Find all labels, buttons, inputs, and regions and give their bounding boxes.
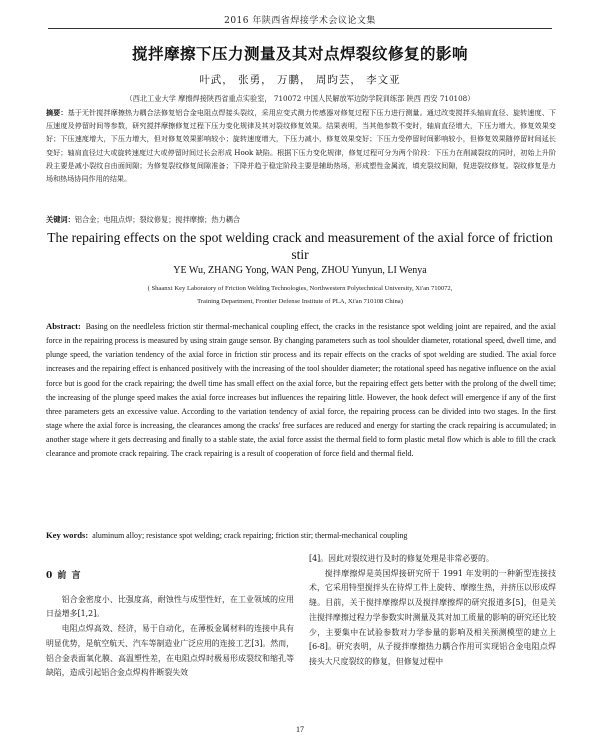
affiliation-en-line-1: ( Shaanxi Key Laboratory of Friction Welding Technologies, Northwestern Polytechnical University, Xi'an 710072, <box>147 285 453 292</box>
authors-en: YE Wu, ZHANG Yong, WAN Peng, ZHOU Yunyun, LI Wenya <box>173 265 427 276</box>
page-number: 17 <box>296 725 304 734</box>
body-paragraph: 铝合金密度小、比强度高，耐蚀性与成型性好，在工业领域的应用日益增多[1,2]。 <box>46 594 294 619</box>
abstract-en-text: Basing on the needleless friction stir thermal-mechanical coupling effect, the cracks in the resistance spot welding joint are repaired, and the axial force in the repairing process is measured by using strain gauge sensor. By changing parameters such as tool shoulder diameter, rotational speed, dwell time, and plunge speed, the variation tendency of the axial force in friction stir process and its repair effects on the cracks of spot welding are studied. The axial force increases and the repairing effect is enhanced positively with the increasing of the tool shoulder diameter; the rotational speed has negative influence on the axial force but is good for the crack repairing; the dwell time has small effect on the axial force, but the repairing effect gets better with the prolong of the dwell time; the increasing of the plunge speed makes the axial force increases but influences the repairing little. However, the hook defect will emergence if any of the first three parameters gets an excessive value. According to the variation tendency of axial force, the repairing process can be divided into two stages. In the first stage where the axial force is increasing, the clearances among the cracks' free surfaces are reduced and energy for starting the crack repairing is accumulated; in another stage where it gets decreasing and finally to a stable state, the axial force assist the thermal field to form plastic metal flow which is able to fill the crack clearance and promote crack repairing. The crack repairing is a result of cooperation of force field and thermal field. <box>46 322 556 459</box>
keywords-cn-text: 铝合金；电阻点焊；裂纹修复；搅拌摩擦；热力耦合 <box>74 215 241 224</box>
header-rule <box>48 28 552 29</box>
authors-cn: 叶武， 张勇， 万鹏， 周昀芸， 李文亚 <box>199 74 401 86</box>
affiliation-en <box>60 282 540 308</box>
section-title: 0 前 言 <box>46 571 82 581</box>
body-paragraph: 搅拌摩擦焊是英国焊接研究所于 1991 年发明的一种新型连接技术，它采用特型搅拌头在待焊工件上旋转、摩擦生热，并挤压以形成焊缝。目前，关于搅拌摩擦焊以及搅拌摩擦焊的研究报道多[5]，但是关注搅拌摩擦过程力学参数实时测量及其对加工质量的影响的研究还比较少，主要集中在试验参数对力学参量的影响及相关预测模型的建立上[6-8]。研究表明，从子搅拌摩擦热力耦合作用可实现铝合金电阻点焊接头大尺度裂纹的修复，但修复过程中 <box>309 568 556 666</box>
body-paragraph: [4]。因此对裂纹进行及时的修复处理是非常必要的。 <box>309 554 494 563</box>
abstract-cn-text: 基于无针搅拌摩擦热力耦合法修复铝合金电阻点焊接头裂纹，采用应变式测力传感器对修复过程下压力进行测量。通过改变搅拌头轴肩直径、旋转速度、下压速度及停留时间等参数，研究搅拌摩擦修复过程下压力变化规律及其对裂纹修复效果。结果表明，当其他参数不变时，轴肩直径增大，下压力增大，修复效果变好；下压速度增大，下压力增大，但对修复效果影响较小；旋转速度增大，下压力减小，修复效果变好；下压力受停留时间影响较小，但修复效果随停留时间延长变好；轴肩直径过大或旋转速度过大或停留时间过长会形成 Hook 缺陷。根据下压力变化规律，修复过程可分为两个阶段：下压力在削减裂纹的同时，初始上升阶段主要是减小裂纹自由面间隙；为修复裂纹修复间隙准备；下降并趋于稳定阶段主要是辅助热场，形成塑性金属流，填充裂纹间隙，促进裂纹修复。裂纹修复是力场和热场协同作用的结果。 <box>46 108 557 184</box>
abstract-en-label: Abstract: <box>46 321 81 331</box>
body-column-left <box>46 555 294 681</box>
running-head: 2016 年陕西省焊接学术会议论文集 <box>224 16 376 26</box>
keywords-en <box>46 530 556 540</box>
abstract-cn-label: 摘要： <box>46 108 68 117</box>
body-column-right <box>309 552 556 670</box>
keywords-cn <box>46 215 556 225</box>
title-en: The repairing effects on the spot welding crack and measurement of the axial force of friction stir <box>47 230 553 262</box>
keywords-en-text: aluminum alloy; resistance spot welding; crack repairing; friction stir; thermal-mechanical coupling <box>92 531 408 540</box>
affiliation-en-line-2: Training Department, Frontier Defense Institute of PLA, Xi'an 710108 China) <box>197 298 403 305</box>
affiliation-cn: （西北工业大学 摩擦焊接陕西省重点实验室， 710072 中国人民解放军边防学院训练部 陕西 西安 710108） <box>125 94 475 103</box>
keywords-en-label: Key words: <box>46 530 89 540</box>
abstract-en <box>46 319 556 462</box>
abstract-cn <box>46 106 556 185</box>
title-cn: 搅拌摩擦下压力测量及其对点焊裂纹修复的影响 <box>131 44 468 63</box>
keywords-cn-label: 关键词： <box>46 215 75 224</box>
body-paragraph: 电阻点焊高效、经济，易于自动化，在薄板金属材料的连接中具有明显优势，是航空航天、汽车等制造业广泛应用的连接工艺[3]。然而，铝合金表面氧化膜、高温塑性差，在电阻点焊时极易形成裂纹和缩孔等缺陷，造成引起铝合金点焊构件断裂失效 <box>46 624 294 678</box>
